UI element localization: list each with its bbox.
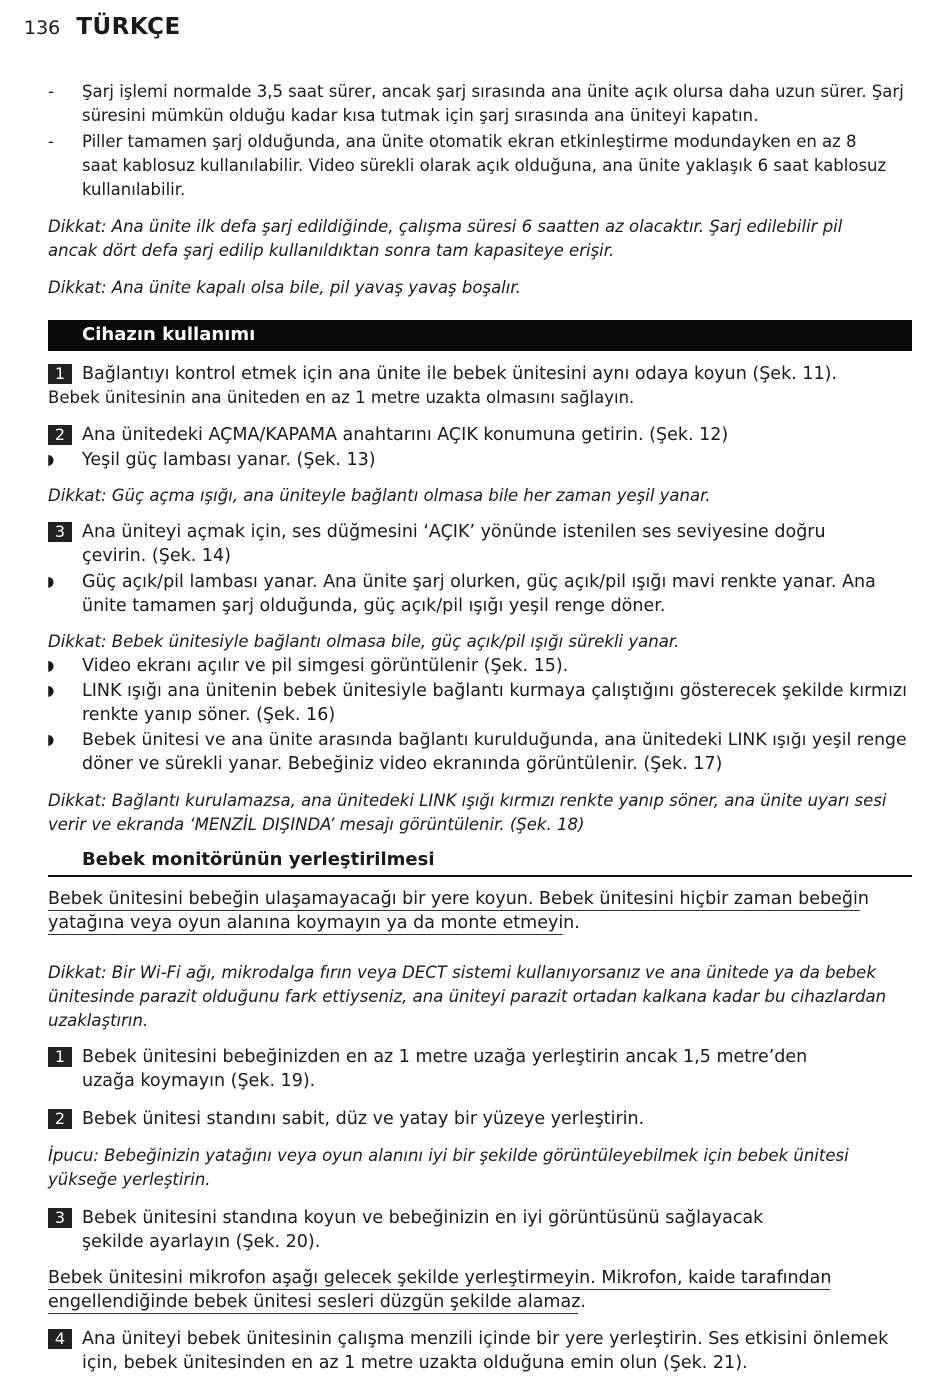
note-line: Dikkat: Ana ünite ilk defa şarj edildiğinde, çalışma süresi 6 saatten az olacaktır. Şarj edilebilir pil [48,217,843,236]
step-number-badge: 2 [48,1109,72,1129]
result-line: Yeşil güç lambası yanar. (Şek. 13) [82,450,376,470]
tip-line: yükseğe yerleştirin. [48,1170,211,1189]
subsection-title: Bebek monitörünün yerleştirilmesi [82,849,435,870]
language-title: TÜRKÇE [76,14,181,40]
step-line: şekilde ayarlayın (Şek. 20). [82,1232,321,1252]
note-line: Dikkat: Bağlantı kurulamazsa, ana ünitedeki LINK ışığı kırmızı renkte yanıp söner, ana ünite uyarı sesi [48,791,887,810]
warning-line: Bebek ünitesini mikrofon aşağı gelecek şekilde yerleştirmeyin. Mikrofon, kaide tarafından [48,1268,832,1288]
result-line: döner ve sürekli yanar. Bebeğiniz video ekranında görüntülenir. (Şek. 17) [82,754,723,774]
note-line: Dikkat: Bir Wi-Fi ağı, mikrodalga fırın veya DECT sistemi kullanıyorsanız ve ana ünitede ya da bebek [48,963,876,982]
note-line: Dikkat: Güç açma ışığı, ana üniteyle bağlantı olmasa bile her zaman yeşil yanar. [48,486,711,505]
step-number-badge: 4 [48,1329,72,1349]
warning-line: engellendiğinde bebek ünitesi sesleri düzgün şekilde alamaz. [48,1292,586,1312]
result-line: renkte yanıp söner. (Şek. 16) [82,705,336,725]
result-line: Video ekranı açılır ve pil simgesi görüntülenir (Şek. 15). [82,656,569,676]
step-line: Bağlantıyı kontrol etmek için ana ünite ile bebek ünitesini aynı odaya koyun (Şek. 11). [82,364,837,384]
step-line: Ana ünitedeki AÇMA/KAPAMA anahtarını AÇIK konumuna getirin. (Şek. 12) [82,425,729,445]
note-line: ünitesinde parazit olduğunu fark ettiyseniz, ana üniteyi parazit ortadan kalkana kadar bu cihazlardan [48,987,887,1006]
result-bullet-icon: ◗ [47,683,55,699]
result-bullet-icon: ◗ [47,452,55,468]
step-number-badge: 1 [48,1047,72,1067]
step-line: için, bebek ünitesinden en az 1 metre uzakta olduğuna emin olun (Şek. 21). [82,1353,748,1373]
warning-underline [48,1313,578,1314]
intro-dash2-line: Piller tamamen şarj olduğunda, ana ünite otomatik ekran etkinleştirme modundayken en az 8 [82,132,857,151]
page-number: 136 [24,17,61,39]
dash-marker: - [48,132,55,152]
step-number-badge: 1 [48,364,72,384]
result-line: Güç açık/pil lambası yanar. Ana ünite şarj olurken, güç açık/pil ışığı mavi renkte yanar. Ana [82,572,876,592]
note-line: uzaklaştırın. [48,1011,149,1030]
step-line: Bebek ünitesi standını sabit, düz ve yatay bir yüzeye yerleştirin. [82,1109,645,1129]
step-line: çevirin. (Şek. 14) [82,546,231,566]
result-bullet-icon: ◗ [47,658,55,674]
section-heading-bar [48,320,912,351]
tip-line: İpucu: Bebeğinizin yatağını veya oyun alanını iyi bir şekilde görüntüleyebilmek için bebek ünitesi [48,1146,849,1165]
note-line: Dikkat: Ana ünite kapalı olsa bile, pil yavaş yavaş boşalır. [48,278,521,297]
intro-dash2-line: saat kablosuz kullanılabilir. Video sürekli olarak açık olduğuna, ana ünite yaklaşık 6 saat kablosuz [82,156,887,175]
step-line: Bebek ünitesini bebeğinizden en az 1 metre uzağa yerleştirin ancak 1,5 metre’den [82,1047,808,1067]
result-bullet-icon: ◗ [47,574,55,590]
warning-underline [48,934,563,935]
warning-line: yatağına veya oyun alanına koymayın ya da monte etmeyin. [48,913,580,933]
step-number-badge: 3 [48,522,72,542]
result-line: Bebek ünitesi ve ana ünite arasında bağlantı kurulduğunda, ana ünitedeki LINK ışığı yeşil renge [82,730,907,750]
note-line: ancak dört defa şarj edilip kullanıldıktan sonra tam kapasiteye erişir. [48,241,615,260]
step-line: Bebek ünitesini standına koyun ve bebeğinizin en iyi görüntüsünü sağlayacak [82,1208,764,1228]
step-line: uzağa koymayın (Şek. 19). [82,1071,316,1091]
page-header [24,14,181,40]
step-number-badge: 2 [48,425,72,445]
result-bullet-icon: ◗ [47,732,55,748]
step-line: Ana üniteyi bebek ünitesinin çalışma menzili içinde bir yere yerleştirin. Ses etkisini önlemek [82,1329,889,1349]
dash-marker: - [48,82,55,102]
note-line: verir ve ekranda ‘MENZİL DIŞINDA’ mesajı görüntülenir. (Şek. 18) [48,815,585,834]
subsection-rule [48,875,912,877]
result-line: LINK ışığı ana ünitenin bebek ünitesiyle bağlantı kurmaya çalıştığını gösterecek şekilde kırmızı [82,681,907,701]
step-line: Bebek ünitesinin ana üniteden en az 1 metre uzakta olmasını sağlayın. [48,388,635,407]
warning-line: Bebek ünitesini bebeğin ulaşamayacağı bir yere koyun. Bebek ünitesini hiçbir zaman bebeğin [48,889,869,909]
section-title: Cihazın kullanımı [82,324,256,345]
step-line: Ana üniteyi açmak için, ses düğmesini ‘AÇIK’ yönünde istenilen ses seviyesine doğru [82,522,826,542]
intro-dash2-line: kullanılabilir. [82,180,186,199]
note-line: Dikkat: Bebek ünitesiyle bağlantı olmasa bile, güç açık/pil ışığı sürekli yanar. [48,632,680,651]
step-number-badge: 3 [48,1208,72,1228]
intro-dash1-line: süresini mümkün olduğu kadar kısa tutmak için şarj sırasında ana üniteyi kapatın. [82,106,759,125]
result-line: ünite tamamen şarj olduğunda, güç açık/pil ışığı yeşil renge döner. [82,596,666,616]
intro-dash1-line: Şarj işlemi normalde 3,5 saat sürer, ancak şarj sırasında ana ünite açık olursa daha uzun sürer. Şarj [82,82,904,101]
